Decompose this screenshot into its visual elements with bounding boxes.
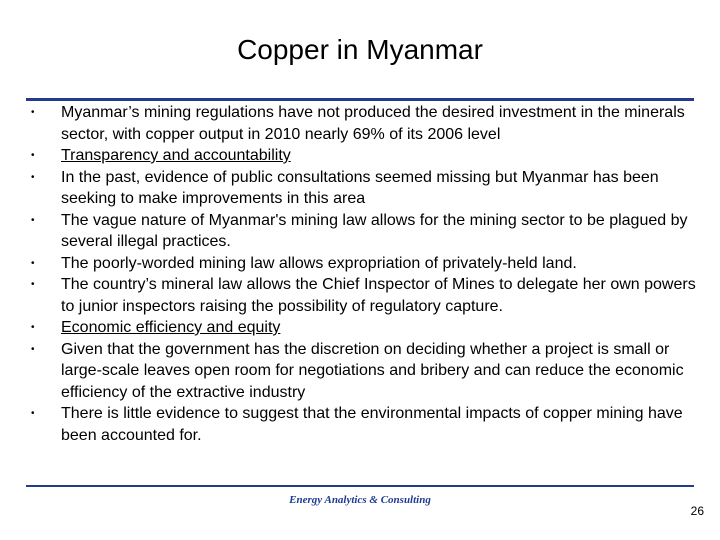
bullet-text: The poorly-worded mining law allows expropriation of privately-held land. <box>61 254 577 272</box>
bullet-dot: • <box>31 343 35 355</box>
title-divider <box>26 98 694 101</box>
footer-brand-logo <box>0 494 720 506</box>
slide-title: Copper in Myanmar <box>237 34 483 65</box>
bullet-dot: • <box>31 279 35 290</box>
bullet-dot: • <box>31 171 35 183</box>
bullet-item <box>0 317 720 339</box>
bullet-dot: • <box>31 214 35 226</box>
footer-divider <box>26 485 694 487</box>
bullet-text: Myanmar’s mining regulations have not produced the desired investment in the minerals sector, with copper output in 2010 nearly 69% of its 2006 level <box>61 104 685 143</box>
bullet-item <box>0 102 720 145</box>
bullet-item <box>0 145 720 167</box>
bullet-item <box>0 274 720 317</box>
bullet-item <box>0 253 720 275</box>
bullet-heading: Transparency and accountability <box>61 147 291 164</box>
page-number: 26 <box>690 504 704 518</box>
bullet-dot: • <box>31 322 35 333</box>
bullet-dot: • <box>31 107 35 118</box>
bullet-text: The vague nature of Myanmar's mining law allows for the mining sector to be plagued by several illegal practices. <box>61 211 688 250</box>
bullet-heading: Economic efficiency and equity <box>61 319 281 336</box>
bullet-text: In the past, evidence of public consultations seemed missing but Myanmar has been seeking to make improvements in this area <box>61 168 659 207</box>
bullet-dot: • <box>31 408 35 419</box>
bullet-text: There is little evidence to suggest that the environmental impacts of copper mining have been accounted for. <box>61 405 683 444</box>
bullet-text: Given that the government has the discretion on deciding whether a project is small or large-scale leaves open room for negotiations and bribery and can reduce the economic efficiency of the extractive industry <box>61 340 684 401</box>
bullet-dot: • <box>31 150 35 161</box>
footer-brand-text: Energy Analytics & Consulting <box>289 494 431 506</box>
bullet-item <box>0 167 720 210</box>
bullet-dot: • <box>31 257 35 269</box>
bullet-text: The country’s mineral law allows the Chief Inspector of Mines to delegate her own powers to junior inspectors raising the possibility of regulatory capture. <box>61 276 696 315</box>
bullet-item <box>0 339 720 404</box>
bullet-item <box>0 403 720 446</box>
bullet-list <box>0 102 720 446</box>
bullet-item <box>0 210 720 253</box>
